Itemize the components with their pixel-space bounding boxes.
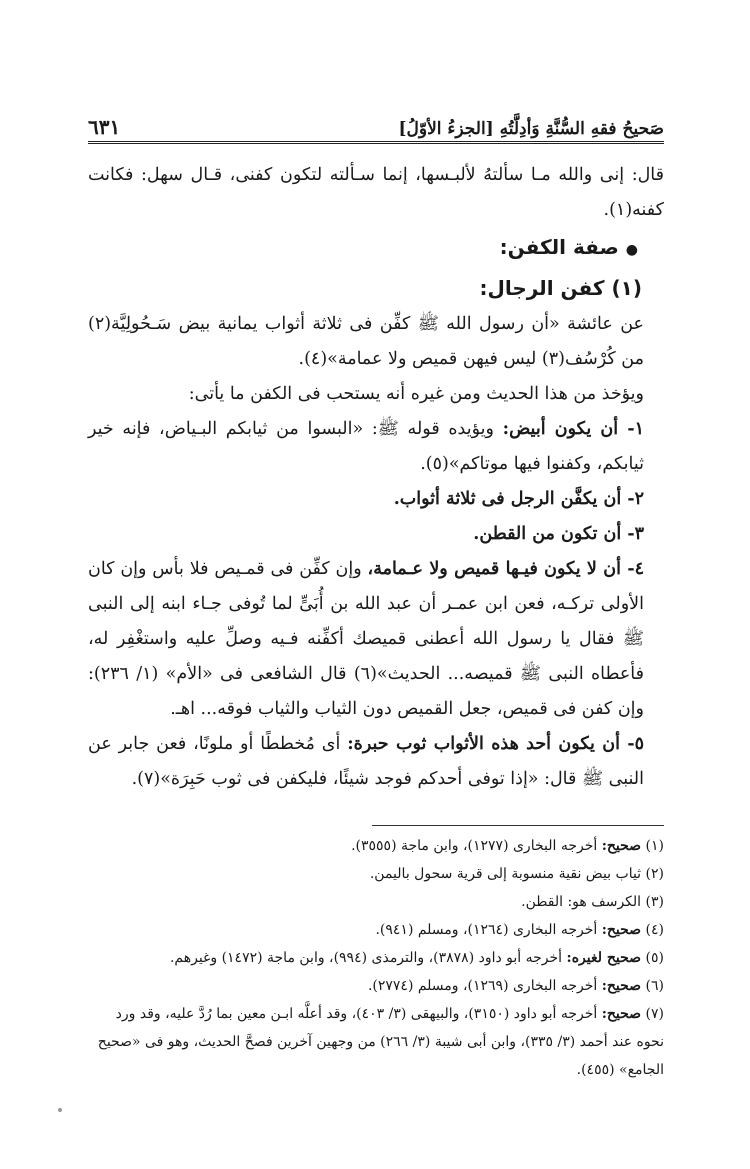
footnote-number: (١): [645, 838, 664, 854]
subsection-heading: (١) كفن الرجال:: [479, 276, 642, 300]
list-item-text: ويؤيده قوله ﷺ: «البسوا من ثيابكم البـياض، فإنه خير ثيابكم، وكفنوا فيها موتاكم»(٥).: [88, 419, 644, 474]
margin-dot: [58, 1108, 62, 1112]
page-header: [88, 105, 664, 144]
footnote-text: أخرجه أبو داود (٣٨٧٨)، والترمذى (٩٩٤)، وابن ماجة (١٤٧٢) وغيرهم.: [169, 950, 563, 966]
list-item-title: ٤- أن لا يكون فيـها قميص ولا عـمامة،: [367, 559, 644, 579]
list-item-title: ١- أن يكون أبيض:: [502, 419, 644, 439]
list-item: ٢- أن يكفَّن الرجل فى ثلاثة أثواب.: [393, 489, 644, 509]
list-item-text: أى مُخططًا أو ملونًا، فعن جابر عن النبى ﷺ قال: «إذا توفى أحدكم فوجد شيئًا، فليكفن فى ثوب حَبِرَة»(٧).: [88, 734, 644, 789]
footnote: [88, 832, 664, 860]
running-title: صَحيحُ فقهِ السُّنَّةِ وَأدِلَّتُهِ [الجزءُ الأوّلُ]: [398, 119, 664, 139]
footnote-grade: صحيح:: [601, 922, 642, 938]
footnote: [88, 860, 664, 888]
list-item: [88, 727, 664, 797]
footnote-number: (٦): [645, 978, 664, 994]
footnote-grade: صحيح:: [601, 1006, 642, 1022]
footnote-text: أخرجه البخارى (١٢٦٩)، ومسلم (٢٧٧٤).: [367, 978, 598, 994]
hadith-paragraph: عن عائشة «أن رسول الله ﷺ كفِّن فى ثلاثة أثواب يمانية بيض سَـحُولِيَّة(٢) من كُرْسُف(٣) ليس فيهن قميص ولا عمامة»(٤).: [88, 314, 644, 369]
footnote: [88, 888, 664, 916]
page-number: ٦٣١: [88, 115, 121, 139]
footnote-number: (٥): [645, 950, 664, 966]
section-heading-text: صفة الكفن:: [499, 235, 619, 259]
footnote-text: أخرجه البخارى (١٢٧٧)، وابن ماجة (٣٥٥٥).: [351, 838, 598, 854]
footnote-grade: صحيح:: [601, 978, 642, 994]
list-item: [88, 552, 664, 727]
list-item: [88, 412, 664, 482]
footnote-number: (٢): [645, 866, 664, 882]
footnote: [88, 916, 664, 944]
footnote-text: الكرسف هو: القطن.: [521, 894, 642, 910]
footnotes: [88, 832, 664, 1084]
section-heading: [88, 228, 664, 269]
paragraph: ويؤخذ من هذا الحديث ومن غيره أنه يستحب فى الكفن ما يأتى:: [188, 384, 644, 404]
footnote-text: أخرجه البخارى (١٢٦٤)، ومسلم (٩٤١).: [375, 922, 598, 938]
main-text: [88, 158, 664, 797]
book-page: [88, 105, 664, 1084]
list-item: ٣- أن تكون من القطن.: [473, 524, 644, 544]
footnote-grade: صحيح:: [601, 838, 642, 854]
footnote-grade: صحيح لغيره:: [566, 950, 642, 966]
footnote: [88, 972, 664, 1000]
footnote-text: ثياب بيض نقية منسوبة إلى قرية سحول باليمن.: [369, 866, 642, 882]
footnote-text: أخرجه أبو داود (٣١٥٠)، والبيهقى (٣/ ٤٠٣)، وقد أعلَّه ابـن معين بما رُدَّ عليه، وقد ورد نحوه عند أحمد (٣/ ٣٣٥)، وابن أبى شيبة (٣/ ٢٦٦) من وجهين آخرين فصحَّ الحديث، وهو فى «صحيح الجامع» (٤٥٥).: [97, 1006, 664, 1078]
list-item-text: وإن كفِّن فى قمـيص فلا بأس وإن كان الأولى تركـه، فعن ابن عمـر أن عبد الله بن أُبَىٍّ لما تُوفى جـاء ابنه إلى النبى ﷺ فقال يا رسول الله أعطنى قميصك أكفِّنه فـيه وصلِّ عليه واستغْفِر له، فأعطاه النبى ﷺ قميصه... الحديث»(٦) قال الشافعى فى «الأم» (١/ ٢٣٦): وإن كفن فى قميص، جعل القميص دون الثياب والثياب فوقه... اهـ.: [88, 559, 644, 719]
paragraph: قال: إنى والله مـا سألتهُ لألبـسها، إنما سـألته لتكون كفنى، قـال سهل: فكانت كفنه(١).: [88, 165, 664, 220]
bullet-icon: ●: [625, 242, 638, 258]
footnote: [88, 1000, 664, 1084]
footnote-number: (٤): [645, 922, 664, 938]
list-item-title: ٥- أن يكون أحد هذه الأثواب ثوب حبرة:: [347, 734, 644, 754]
footnote-number: (٧): [645, 1006, 664, 1022]
footnote-number: (٣): [645, 894, 664, 910]
footnote-divider: [372, 825, 664, 826]
footnote: [88, 944, 664, 972]
